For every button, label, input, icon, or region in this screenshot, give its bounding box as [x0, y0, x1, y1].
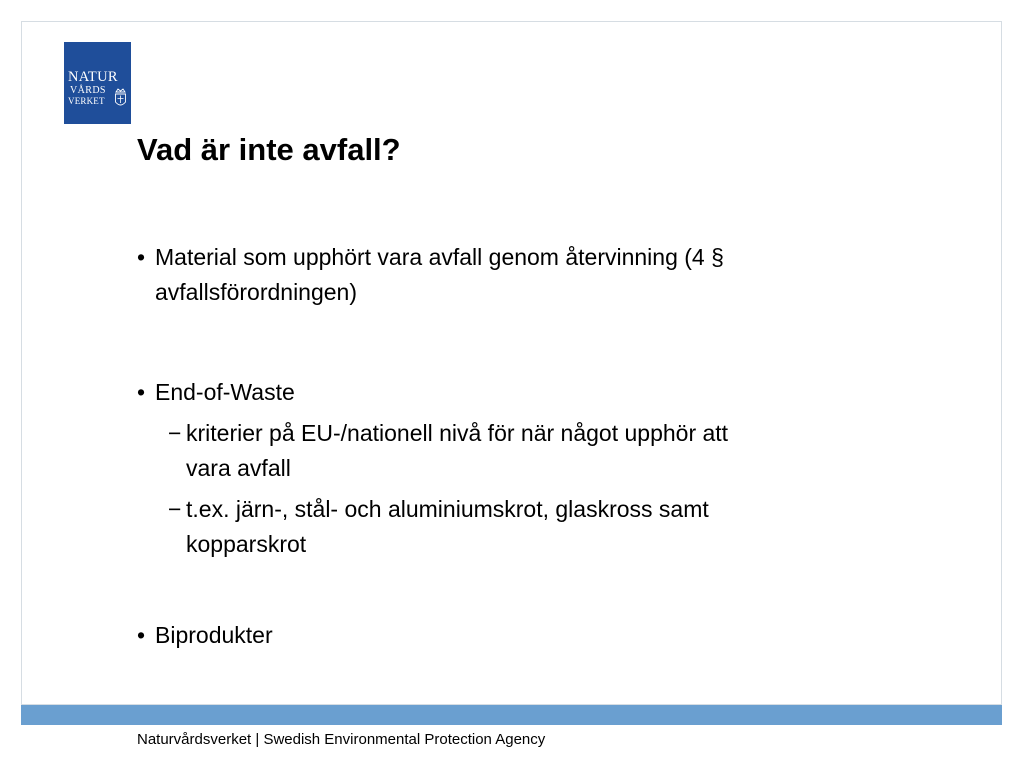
footer-bar	[21, 705, 1002, 725]
bullet-line: Biprodukter	[155, 622, 273, 648]
sub-bullet-line: kriterier på EU-/nationell nivå för när något upphör att	[186, 420, 729, 446]
slide-title: Vad är inte avfall?	[137, 132, 401, 167]
bullet-marker: •	[137, 244, 146, 270]
logo-line-3: VERKET	[68, 96, 105, 106]
sub-bullet-line: vara avfall	[186, 455, 291, 481]
logo-line-1: NATUR	[68, 69, 118, 85]
bullet-marker: •	[137, 379, 146, 405]
sub-bullet-text	[186, 492, 876, 562]
bullet-text	[155, 240, 875, 310]
bullet-text	[155, 375, 875, 410]
logo-line-2: VÅRDS	[70, 85, 106, 96]
footer-text: Naturvårdsverket | Swedish Environmental Protection Agency	[137, 731, 546, 748]
sub-bullet-line: t.ex. järn-, stål- och aluminiumskrot, glaskross samt	[186, 496, 709, 522]
bullet-line: avfallsförordningen)	[155, 279, 358, 305]
sub-bullet-marker: −	[168, 420, 182, 446]
bullet-line: End-of-Waste	[155, 379, 295, 405]
bullet-marker: •	[137, 622, 146, 648]
bullet-text	[155, 618, 875, 653]
sub-bullet-line: kopparskrot	[186, 531, 307, 557]
bullet-line: Material som upphört vara avfall genom återvinning (4 §	[155, 244, 724, 270]
sub-bullet-text	[186, 416, 876, 486]
sub-bullet-marker: −	[168, 496, 182, 522]
